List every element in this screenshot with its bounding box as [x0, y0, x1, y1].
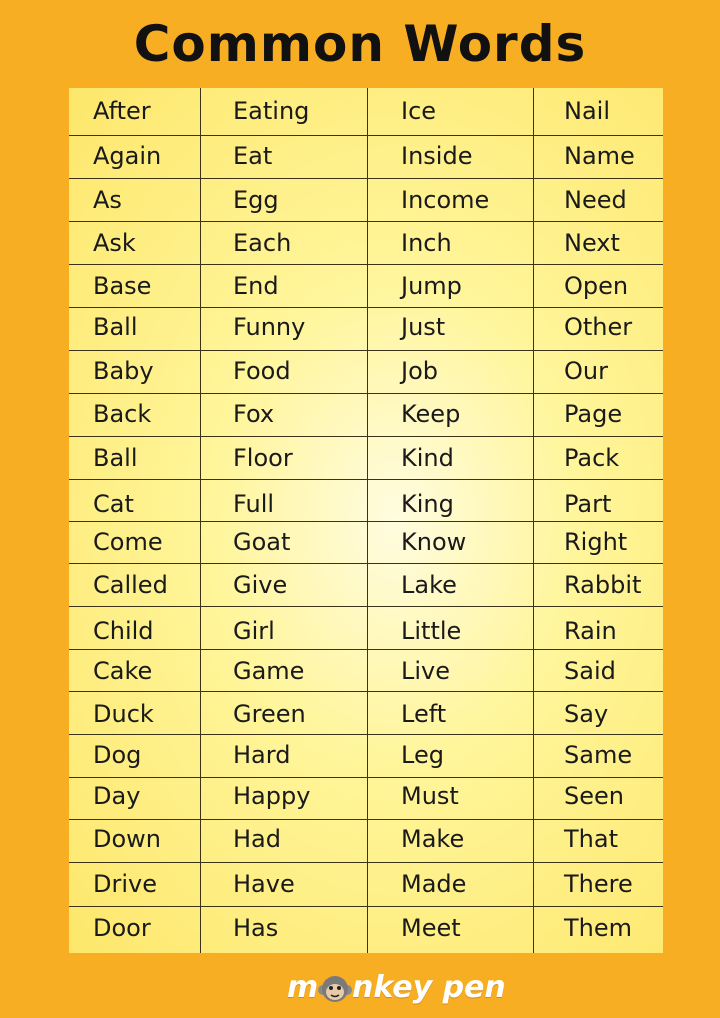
word-cell: Them — [564, 914, 633, 942]
word-cell: Page — [564, 400, 623, 428]
word-cell: Must — [401, 782, 459, 810]
word-cell: Right — [564, 528, 628, 556]
word-cell: Just — [401, 313, 446, 341]
word-cell: Ball — [93, 444, 138, 472]
word-cell: Child — [93, 617, 154, 645]
word-cell: Door — [93, 914, 151, 942]
word-cell: Have — [233, 870, 295, 898]
word-cell: Make — [401, 825, 465, 853]
word-cell: Say — [564, 700, 609, 728]
word-cell: Keep — [401, 400, 461, 428]
word-cell: Left — [401, 700, 447, 728]
row-divider — [69, 479, 663, 480]
row-divider — [69, 178, 663, 179]
row-divider — [69, 221, 663, 222]
word-cell: Same — [564, 741, 633, 769]
word-cell: Down — [93, 825, 162, 853]
word-cell: Back — [93, 400, 152, 428]
word-cell: Called — [93, 571, 168, 599]
logo-text-start: m — [287, 970, 319, 1005]
row-divider — [69, 264, 663, 265]
word-cell: Happy — [233, 782, 311, 810]
logo-text-end: nkey pen — [352, 970, 506, 1005]
word-cell: Rain — [564, 617, 617, 645]
word-cell: Full — [233, 490, 275, 518]
word-cell: Fox — [233, 400, 275, 428]
word-cell: Cat — [93, 490, 134, 518]
word-cell: Has — [233, 914, 279, 942]
word-cell: Inch — [401, 229, 452, 257]
row-divider — [69, 393, 663, 394]
word-cell: Pack — [564, 444, 620, 472]
word-cell: Egg — [233, 186, 279, 214]
word-cell: Live — [401, 657, 451, 685]
word-cell: Girl — [233, 617, 275, 645]
word-cell: Goat — [233, 528, 291, 556]
row-divider — [69, 906, 663, 907]
word-cell: Green — [233, 700, 306, 728]
word-cell: Know — [401, 528, 467, 556]
brand-logo — [0, 966, 720, 1010]
word-cell: Baby — [93, 357, 154, 385]
word-cell: Dog — [93, 741, 142, 769]
word-cell: There — [564, 870, 633, 898]
word-cell: Jump — [401, 272, 462, 300]
word-cell: Day — [93, 782, 141, 810]
word-cell: Income — [401, 186, 490, 214]
word-cell: Meet — [401, 914, 461, 942]
row-divider — [69, 734, 663, 735]
row-divider — [69, 691, 663, 692]
word-cell: Ask — [93, 229, 136, 257]
word-cell: Inside — [401, 142, 473, 170]
word-cell: Leg — [401, 741, 444, 769]
word-cell: Job — [401, 357, 438, 385]
row-divider — [69, 135, 663, 136]
word-cell: Nail — [564, 97, 610, 125]
row-divider — [69, 307, 663, 308]
row-divider — [69, 521, 663, 522]
word-cell: Open — [564, 272, 629, 300]
row-divider — [69, 350, 663, 351]
word-cell: Floor — [233, 444, 293, 472]
word-cell: Little — [401, 617, 462, 645]
word-cell: Food — [233, 357, 291, 385]
word-cell: Next — [564, 229, 620, 257]
word-cell: Game — [233, 657, 305, 685]
row-divider — [69, 649, 663, 650]
word-cell: Kind — [401, 444, 454, 472]
word-cell: Eat — [233, 142, 273, 170]
monkey-face-icon — [318, 972, 352, 1006]
word-cell: Again — [93, 142, 162, 170]
word-cell: Eating — [233, 97, 310, 125]
word-cell: Hard — [233, 741, 291, 769]
word-cell: Part — [564, 490, 612, 518]
row-divider — [69, 862, 663, 863]
word-cell: Need — [564, 186, 627, 214]
word-cell: As — [93, 186, 122, 214]
row-divider — [69, 563, 663, 564]
page-title: Common Words — [133, 15, 587, 73]
word-cell: Come — [93, 528, 163, 556]
word-cell: Made — [401, 870, 467, 898]
word-cell: Ice — [401, 97, 437, 125]
word-cell: Base — [93, 272, 152, 300]
word-cell: That — [564, 825, 618, 853]
word-cell: Duck — [93, 700, 154, 728]
word-cell: After — [93, 97, 151, 125]
word-cell: Rabbit — [564, 571, 642, 599]
word-cell: End — [233, 272, 279, 300]
word-cell: Other — [564, 313, 633, 341]
word-cell: Name — [564, 142, 635, 170]
word-cell: Lake — [401, 571, 457, 599]
word-cell: Our — [564, 357, 608, 385]
row-divider — [69, 819, 663, 820]
row-divider — [69, 436, 663, 437]
word-cell: Had — [233, 825, 281, 853]
word-cell: King — [401, 490, 454, 518]
word-cell: Funny — [233, 313, 306, 341]
word-cell: Give — [233, 571, 288, 599]
word-table — [69, 88, 663, 953]
word-cell: Each — [233, 229, 292, 257]
word-cell: Said — [564, 657, 616, 685]
row-divider — [69, 777, 663, 778]
row-divider — [69, 606, 663, 607]
word-cell: Drive — [93, 870, 157, 898]
word-cell: Seen — [564, 782, 624, 810]
word-cell: Cake — [93, 657, 153, 685]
word-cell: Ball — [93, 313, 138, 341]
